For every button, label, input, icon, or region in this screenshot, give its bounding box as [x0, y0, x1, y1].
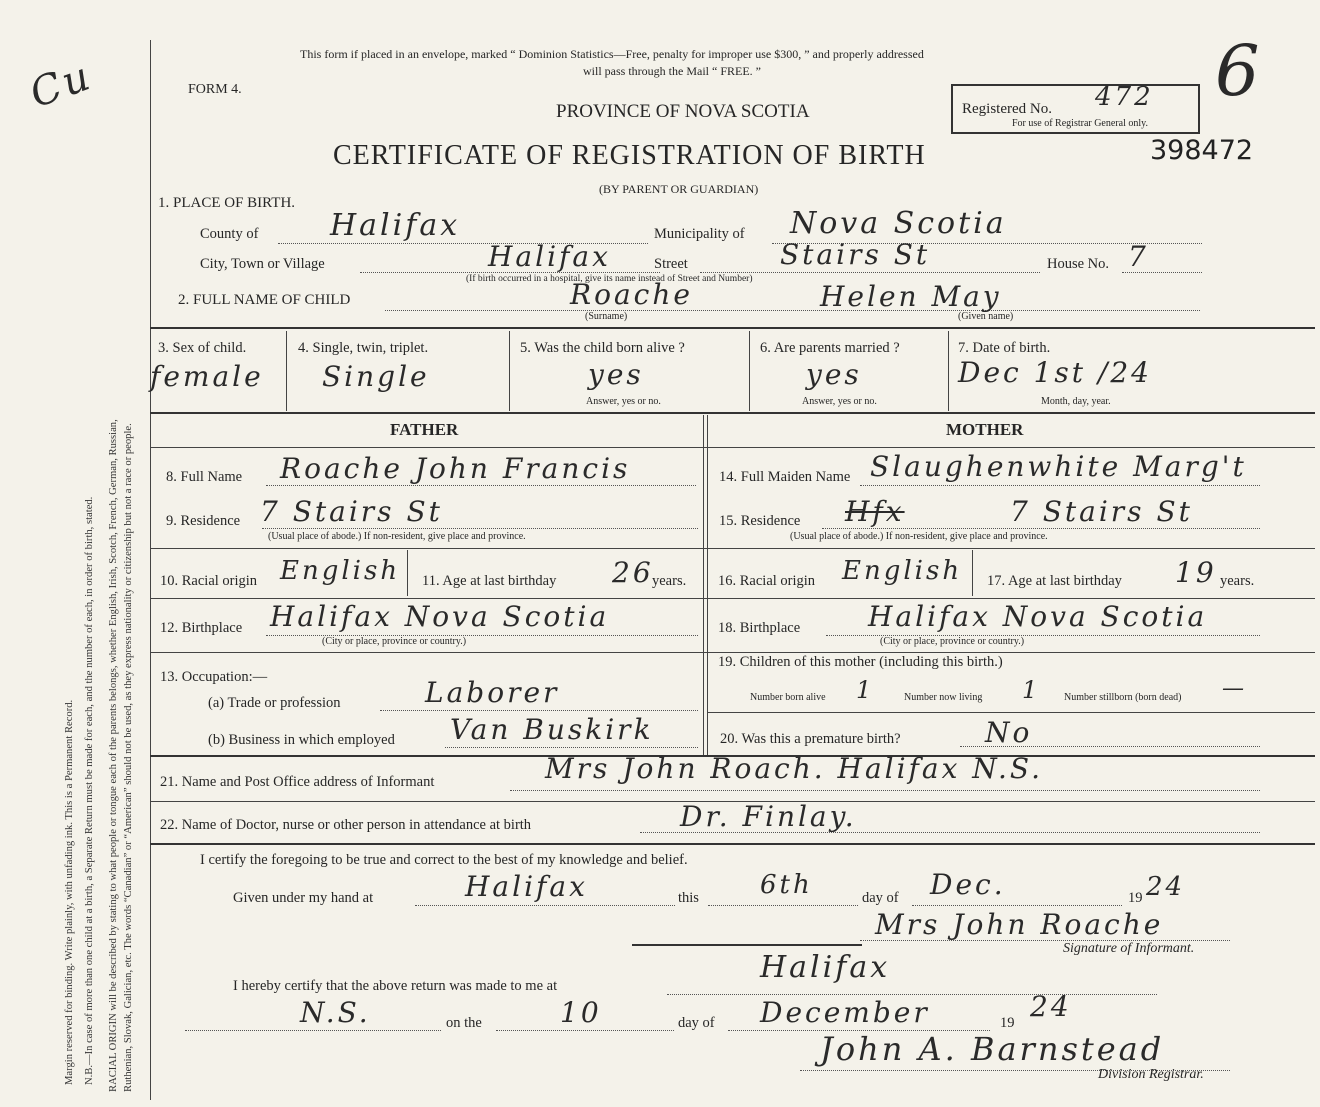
alive-value: yes [588, 358, 644, 391]
street-label: Street [654, 256, 688, 272]
mother-birthplace-value: Halifax Nova Scotia [868, 600, 1208, 633]
informant-signature: Mrs John Roache [875, 908, 1164, 941]
hospital-note: (If birth occurred in a hospital, give its name instead of Street and Number) [466, 274, 753, 284]
mother-residence-value: 7 Stairs St [1010, 495, 1193, 528]
mother-age-value: 19 [1175, 556, 1217, 589]
registrar-month: December [760, 996, 930, 1029]
stillborn-label: Number stillborn (born dead) [1064, 692, 1182, 703]
registrar-day: 10 [560, 996, 602, 1029]
mother-residence-struck: Hfx [845, 495, 905, 528]
city-label: City, Town or Village [200, 256, 325, 272]
business-value: Van Buskirk [450, 713, 654, 746]
registrar-place: Halifax [760, 950, 891, 985]
married-caption: Answer, yes or no. [802, 396, 877, 407]
mother-racial-value: English [842, 556, 963, 586]
informant-label: 21. Name and Post Office address of Informant [160, 774, 435, 790]
sidebar-line-1: Margin reserved for binding. Write plainly, with unfading ink. This is a Permanent Record. [64, 699, 75, 1085]
single-value: Single [322, 360, 430, 393]
registered-value: 472 [1095, 82, 1154, 112]
registrar-note: For use of Registrar General only. [1012, 118, 1148, 129]
house-value: 7 [1128, 240, 1149, 273]
sidebar-line-4: Ruthenian, Slovak, Galician, etc. The words “Canadian” or “American” should not be used, as they express nationality or citizenship but not a race or people. [123, 423, 134, 1092]
registrar-signature: John A. Barnstead [820, 1030, 1165, 1068]
father-residence-value: 7 Stairs St [260, 495, 443, 528]
place-section-label: 1. PLACE OF BIRTH. [158, 195, 296, 211]
child-surname: Roache [570, 278, 693, 311]
trade-value: Laborer [425, 676, 560, 709]
postal-notice-2: will pass through the Mail “ FREE. ” [583, 64, 761, 78]
father-name-value: Roache John Francis [280, 452, 631, 485]
registrar-dayof: day of [678, 1015, 715, 1031]
dayof-label: day of [862, 890, 899, 906]
year-prefix: 19 [1128, 890, 1143, 906]
mother-birthplace-label: 18. Birthplace [718, 620, 801, 636]
father-age-value: 26 [612, 556, 654, 589]
municipality-label: Municipality of [654, 226, 745, 242]
doctor-label: 22. Name of Doctor, nurse or other person in attendance at birth [160, 817, 532, 833]
city-value: Halifax [488, 240, 611, 273]
mother-age-label: 17. Age at last birthday [987, 573, 1122, 589]
house-label: House No. [1047, 256, 1110, 272]
given-month: Dec. [930, 868, 1006, 901]
born-alive-label: Number born alive [750, 692, 826, 703]
father-name-label: 8. Full Name [166, 469, 243, 485]
margin-rule [150, 40, 151, 1100]
form-number: FORM 4. [188, 82, 242, 97]
father-residence-label: 9. Residence [166, 513, 241, 529]
stamp-number: 398472 [1150, 135, 1254, 166]
given-at-place: Halifax [465, 870, 588, 903]
page-subtitle: (BY PARENT OR GUARDIAN) [599, 182, 759, 196]
dob-value: Dec 1st /24 [958, 356, 1152, 389]
dob-caption: Month, day, year. [1041, 396, 1111, 407]
province-heading: PROVINCE OF NOVA SCOTIA [556, 101, 810, 122]
given-day: 6th [760, 870, 813, 900]
now-living-label: Number now living [904, 692, 983, 703]
married-label: 6. Are parents married ? [760, 340, 900, 356]
sex-value: female [150, 360, 264, 393]
mother-heading: MOTHER [946, 420, 1024, 439]
sidebar-line-3: RACIAL ORIGIN will be described by stating to what people or tongue each of the parents belongs, whether English, Irish, Scotch, French, German, Russian, [108, 419, 119, 1092]
now-living-value: 1 [1022, 676, 1041, 704]
mother-birthplace-note: (City or place, province or country.) [880, 636, 1025, 647]
born-alive-value: 1 [856, 676, 875, 704]
premature-value: No [985, 716, 1033, 749]
postal-notice: This form if placed in an envelope, marked “ Dominion Statistics—Free, penalty for improper use $300, ” and properly addressed [300, 47, 924, 61]
alive-caption: Answer, yes or no. [586, 396, 661, 407]
married-value: yes [806, 358, 862, 391]
signature-caption: Signature of Informant. [1063, 941, 1195, 956]
child-name-label: 2. FULL NAME OF CHILD [178, 292, 351, 308]
street-value: Stairs St [780, 238, 931, 271]
mother-abode-note: (Usual place of abode.) If non-resident, give place and province. [790, 531, 1048, 542]
mother-residence-label: 15. Residence [719, 513, 801, 529]
father-racial-label: 10. Racial origin [160, 573, 258, 589]
father-birthplace-note: (City or place, province or country.) [322, 636, 467, 647]
doctor-value: Dr. Finlay. [680, 800, 857, 833]
corner-mark-left: Cu [24, 52, 99, 118]
corner-mark-right: 6 [1215, 30, 1263, 112]
registered-label: Registered No. [962, 101, 1052, 117]
mother-years: years. [1220, 573, 1255, 589]
child-given-name: Helen May [820, 280, 1002, 313]
mother-name-label: 14. Full Maiden Name [719, 469, 851, 485]
occupation-label: 13. Occupation:— [160, 669, 268, 685]
sidebar-line-2: N.B.—In case of more than one child at a birth, a Separate Return must be made for each, and the number of each, in order of birth, stated. [84, 496, 95, 1085]
father-years: years. [652, 573, 687, 589]
stillborn-value: — [1222, 676, 1247, 701]
father-heading: FATHER [390, 420, 459, 439]
father-age-label: 11. Age at last birthday [422, 573, 557, 589]
alive-label: 5. Was the child born alive ? [520, 340, 685, 356]
single-label: 4. Single, twin, triplet. [298, 340, 429, 356]
given-caption: (Given name) [958, 311, 1014, 322]
dob-label: 7. Date of birth. [958, 340, 1051, 356]
county-label: County of [200, 226, 259, 242]
certify-statement: I certify the foregoing to be true and correct to the best of my knowledge and belief. [200, 852, 688, 868]
registrar-year-prefix: 19 [1000, 1015, 1015, 1031]
mother-name-value: Slaughenwhite Marg't [870, 450, 1247, 483]
father-birthplace-label: 12. Birthplace [160, 620, 243, 636]
mother-racial-label: 16. Racial origin [718, 573, 816, 589]
registrar-year: 24 [1030, 990, 1072, 1023]
business-label: (b) Business in which employed [208, 732, 395, 748]
municipality-value: Nova Scotia [790, 206, 1007, 241]
premature-label: 20. Was this a premature birth? [720, 731, 901, 747]
children-label: 19. Children of this mother (including this birth.) [718, 654, 1003, 670]
informant-value: Mrs John Roach. Halifax N.S. [545, 752, 1043, 785]
father-birthplace-value: Halifax Nova Scotia [270, 600, 610, 633]
sex-label: 3. Sex of child. [158, 340, 247, 356]
page-title: CERTIFICATE OF REGISTRATION OF BIRTH [333, 140, 926, 171]
on-the-label: on the [446, 1015, 482, 1031]
given-year: 24 [1146, 872, 1186, 902]
registrar-certify: I hereby certify that the above return was made to me at [233, 978, 558, 994]
father-racial-value: English [280, 556, 401, 586]
father-abode-note: (Usual place of abode.) If non-resident, give place and province. [268, 531, 526, 542]
trade-label: (a) Trade or profession [208, 695, 341, 711]
registrar-prefix: N.S. [300, 996, 371, 1029]
county-value: Halifax [330, 208, 461, 243]
given-at-label: Given under my hand at [233, 890, 374, 906]
surname-caption: (Surname) [585, 311, 628, 322]
registrar-caption: Division Registrar. [1098, 1067, 1204, 1082]
this-label: this [678, 890, 699, 906]
